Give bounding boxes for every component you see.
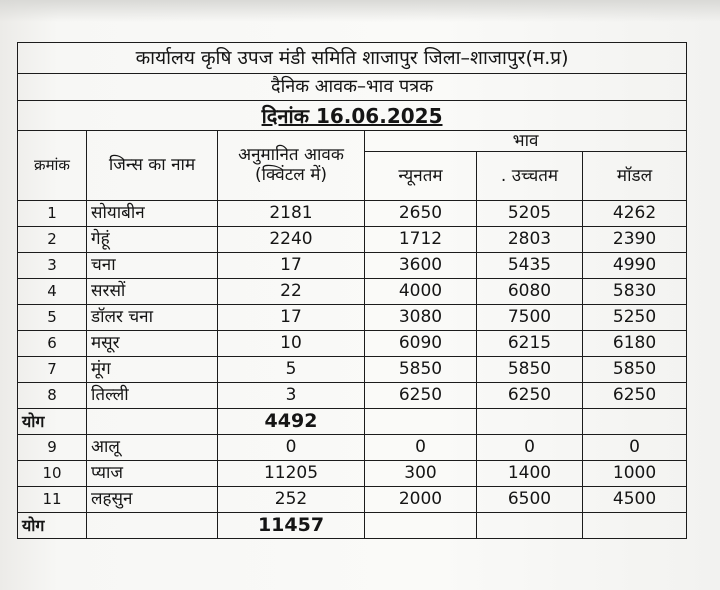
row-arrival: 10 <box>218 331 365 357</box>
row-max-price: 6215 <box>477 331 583 357</box>
table-row <box>18 357 687 383</box>
row-max-price: 5205 <box>477 201 583 227</box>
section2-total-blank <box>87 513 218 539</box>
report-date: दिनांक 16.06.2025 <box>18 101 687 131</box>
report-subtitle: दैनिक आवक–भाव पत्रक <box>18 74 687 101</box>
col-header-serial: क्रमांक <box>18 131 87 201</box>
table-row <box>18 227 687 253</box>
row-min-price: 3600 <box>365 253 477 279</box>
row-commodity: चना <box>87 253 218 279</box>
table-row <box>18 279 687 305</box>
row-min-price: 0 <box>365 435 477 461</box>
row-commodity: सरसों <box>87 279 218 305</box>
row-min-price: 1712 <box>365 227 477 253</box>
row-arrival: 22 <box>218 279 365 305</box>
row-min-price: 300 <box>365 461 477 487</box>
row-max-price: 1400 <box>477 461 583 487</box>
row-modal-price: 6180 <box>583 331 687 357</box>
table-row <box>18 253 687 279</box>
row-modal-price: 6250 <box>583 383 687 409</box>
row-max-price: 2803 <box>477 227 583 253</box>
row-min-price: 2000 <box>365 487 477 513</box>
row-max-price: 6080 <box>477 279 583 305</box>
row-commodity: मूंग <box>87 357 218 383</box>
row-arrival: 2181 <box>218 201 365 227</box>
row-serial: 11 <box>18 487 87 513</box>
section1-total-blank <box>87 409 218 435</box>
row-max-price: 0 <box>477 435 583 461</box>
row-arrival: 11205 <box>218 461 365 487</box>
row-max-price: 6250 <box>477 383 583 409</box>
col-header-modal: मॉडल <box>583 152 687 201</box>
row-serial: 4 <box>18 279 87 305</box>
row-max-price: 7500 <box>477 305 583 331</box>
row-modal-price: 5850 <box>583 357 687 383</box>
row-modal-price: 4500 <box>583 487 687 513</box>
row-commodity: मसूर <box>87 331 218 357</box>
row-commodity: लहसुन <box>87 487 218 513</box>
section1-total-blank <box>583 409 687 435</box>
row-modal-price: 4990 <box>583 253 687 279</box>
col-header-price: भाव <box>365 131 687 152</box>
row-min-price: 4000 <box>365 279 477 305</box>
section2-total-label: योग <box>18 513 87 539</box>
row-serial: 9 <box>18 435 87 461</box>
row-serial: 5 <box>18 305 87 331</box>
row-serial: 1 <box>18 201 87 227</box>
page-edge-shadow <box>0 0 720 22</box>
table-row <box>18 383 687 409</box>
row-modal-price: 5830 <box>583 279 687 305</box>
row-min-price: 6090 <box>365 331 477 357</box>
table-row <box>18 305 687 331</box>
row-min-price: 2650 <box>365 201 477 227</box>
row-arrival: 3 <box>218 383 365 409</box>
section1-total-label: योग <box>18 409 87 435</box>
row-max-price: 6500 <box>477 487 583 513</box>
section2-total-blank <box>365 513 477 539</box>
row-arrival: 2240 <box>218 227 365 253</box>
office-title: कार्यालय कृषि उपज मंडी समिति शाजापुर जिला–शाजापुर(म.प्र) <box>18 43 687 74</box>
section2-total-blank <box>477 513 583 539</box>
row-commodity: तिल्ली <box>87 383 218 409</box>
row-arrival: 17 <box>218 253 365 279</box>
row-serial: 2 <box>18 227 87 253</box>
arrival-price-table <box>17 42 687 539</box>
row-min-price: 5850 <box>365 357 477 383</box>
table-row <box>18 201 687 227</box>
table-row <box>18 435 687 461</box>
section2-rows <box>18 435 687 513</box>
row-serial: 7 <box>18 357 87 383</box>
row-max-price: 5850 <box>477 357 583 383</box>
row-commodity: गेहूं <box>87 227 218 253</box>
row-arrival: 252 <box>218 487 365 513</box>
row-modal-price: 5250 <box>583 305 687 331</box>
row-serial: 3 <box>18 253 87 279</box>
row-arrival: 5 <box>218 357 365 383</box>
row-commodity: आलू <box>87 435 218 461</box>
col-header-arrival: अनुमानित आवक (क्विंटल में) <box>218 131 365 201</box>
col-header-commodity: जिन्स का नाम <box>87 131 218 201</box>
section1-total-blank <box>477 409 583 435</box>
row-modal-price: 2390 <box>583 227 687 253</box>
row-commodity: प्याज <box>87 461 218 487</box>
row-serial: 8 <box>18 383 87 409</box>
section1-rows <box>18 201 687 409</box>
col-header-max: . उच्चतम <box>477 152 583 201</box>
row-arrival: 0 <box>218 435 365 461</box>
col-header-min: न्यूनतम <box>365 152 477 201</box>
section2-total-blank <box>583 513 687 539</box>
section1-total-value: 4492 <box>218 409 365 435</box>
section1-total-blank <box>365 409 477 435</box>
row-arrival: 17 <box>218 305 365 331</box>
table-row <box>18 487 687 513</box>
row-modal-price: 1000 <box>583 461 687 487</box>
row-min-price: 6250 <box>365 383 477 409</box>
section2-total-value: 11457 <box>218 513 365 539</box>
row-min-price: 3080 <box>365 305 477 331</box>
row-serial: 6 <box>18 331 87 357</box>
row-commodity: सोयाबीन <box>87 201 218 227</box>
row-commodity: डॉलर चना <box>87 305 218 331</box>
table-row <box>18 331 687 357</box>
table-row <box>18 461 687 487</box>
row-serial: 10 <box>18 461 87 487</box>
row-modal-price: 4262 <box>583 201 687 227</box>
row-modal-price: 0 <box>583 435 687 461</box>
row-max-price: 5435 <box>477 253 583 279</box>
